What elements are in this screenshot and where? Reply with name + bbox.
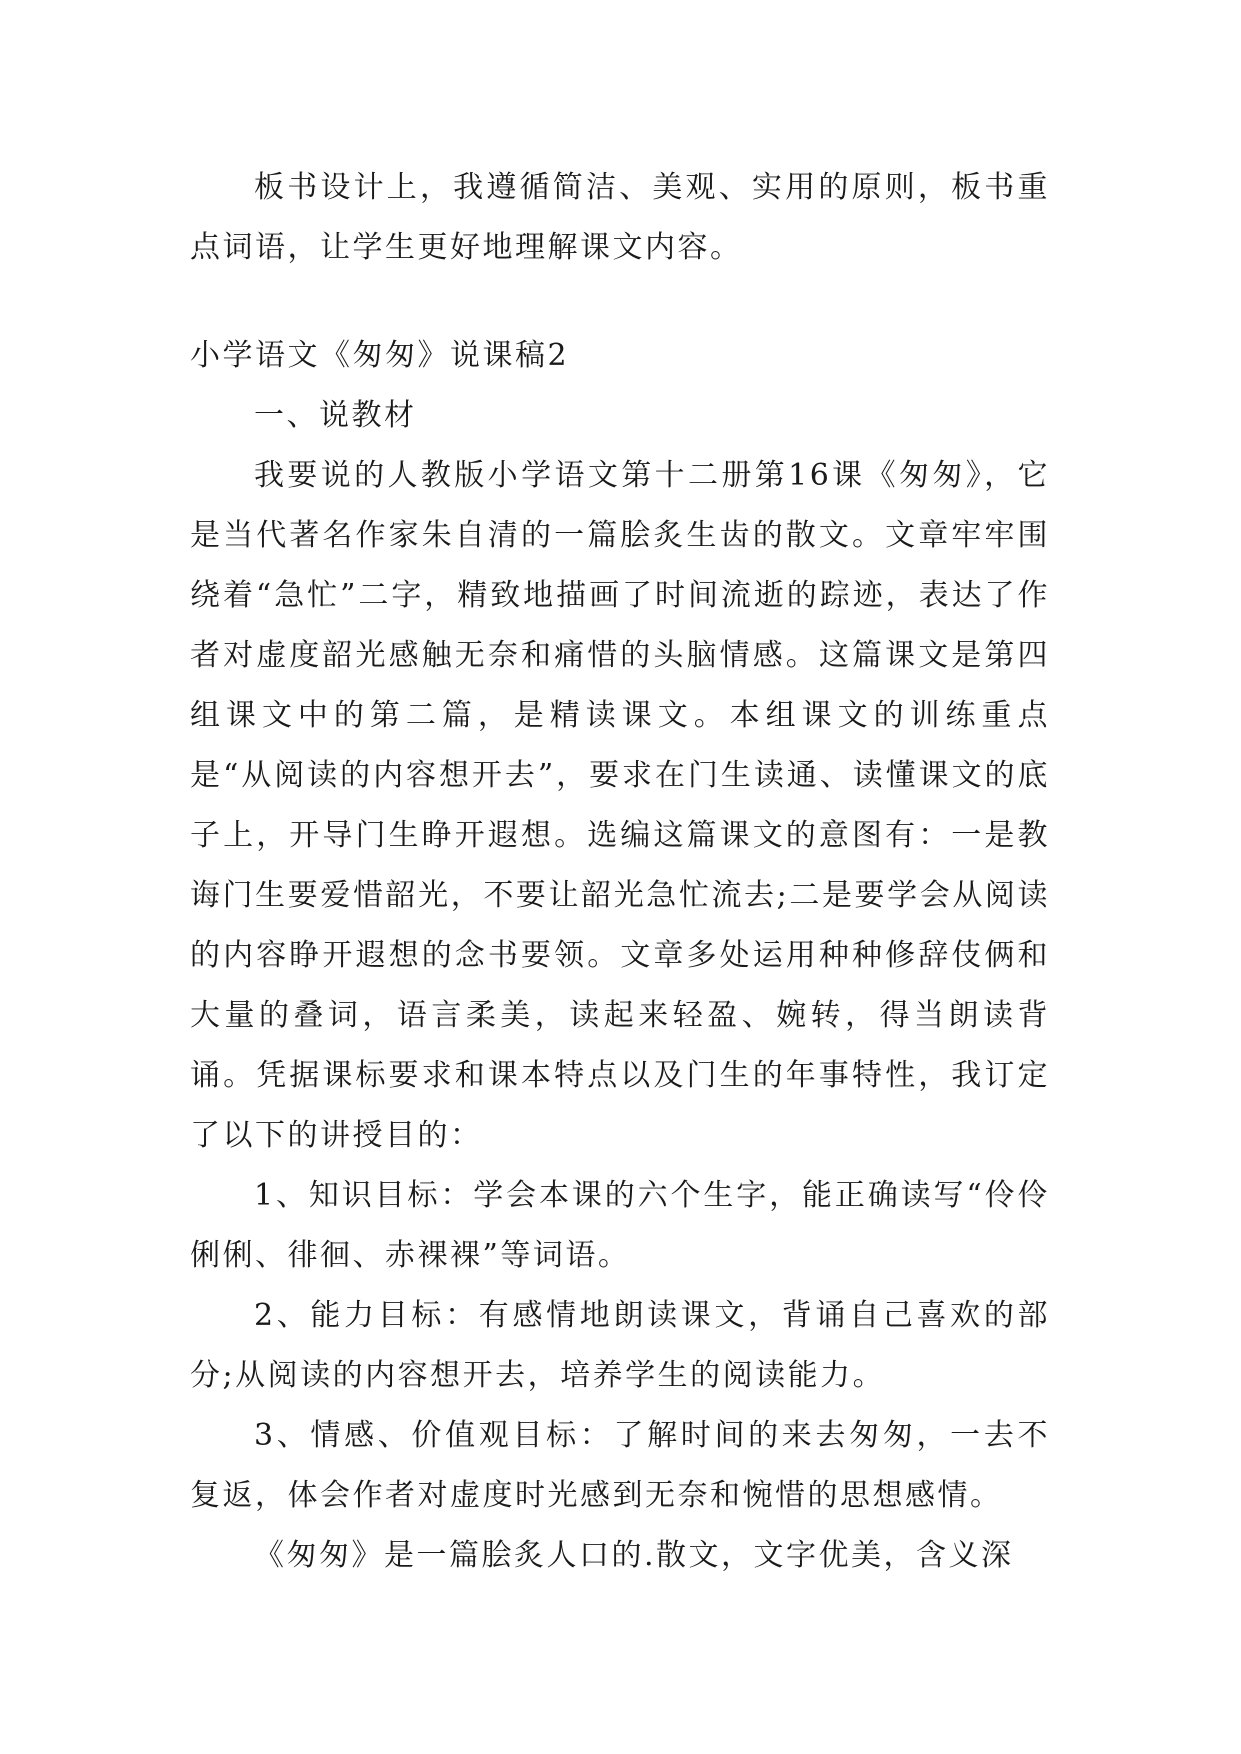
goal-ability: 2、能力目标：有感情地朗读课文，背诵自己喜欢的部分;从阅读的内容想开去，培养学生的阅读能力。: [190, 1298, 1050, 1393]
intro-paragraph: 板书设计上，我遵循简洁、美观、实用的原则，板书重点词语，让学生更好地理解课文内容。: [190, 170, 1050, 265]
section-title: 小学语文《匆匆》说课稿2: [190, 338, 570, 373]
heading-teaching-material: 一、说教材: [254, 398, 417, 433]
goal-knowledge: 1、知识目标：学会本课的六个生字，能正确读写“伶伶俐俐、徘徊、赤裸裸”等词语。: [190, 1178, 1050, 1273]
paragraph-textbook-analysis: 我要说的人教版小学语文第十二册第16课《匆匆》，它是当代著名作家朱自清的一篇脍炙生齿的散文。文章牢牢围绕着“急忙”二字，精致地描画了时间流逝的踪迹，表达了作者对虚度韶光感触无奈和痛惜的头脑情感。这篇课文是第四组课文中的第二篇，是精读课文。本组课文的训练重点是“从阅读的内容想开去”，要求在门生读通、读懂课文的底子上，开导门生睁开遐想。选编这篇课文的意图有：一是教诲门生要爱惜韶光，不要让韶光急忙流去;二是要学会从阅读的内容睁开遐想的念书要领。文章多处运用种种修辞伎俩和大量的叠词，语言柔美，读起来轻盈、婉转，得当朗读背诵。凭据课标要求和课本特点以及门生的年事特性，我订定了以下的讲授目的：: [190, 458, 1050, 1153]
goal-emotion-values: 3、情感、价值观目标：了解时间的来去匆匆，一去不复返，体会作者对虚度时光感到无奈和惋惜的思想感情。: [190, 1418, 1050, 1513]
section-spacer: [190, 278, 1050, 326]
paragraph-text-overview: 《匆匆》是一篇脍炙人口的.散文，文字优美，含义深: [254, 1538, 1014, 1573]
document-body: [190, 158, 1050, 1586]
